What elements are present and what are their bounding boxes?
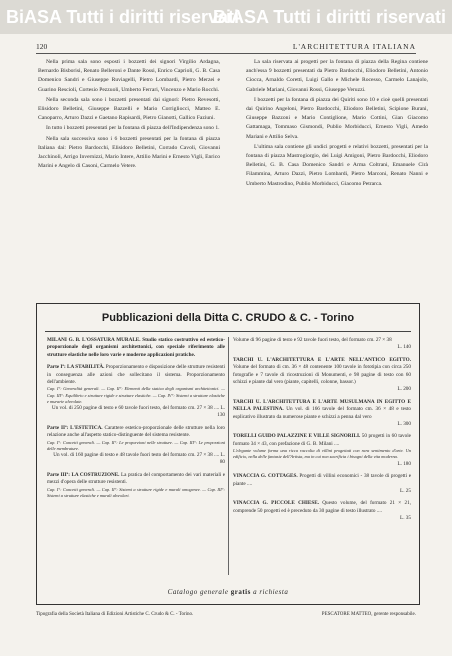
watermark-banner xyxy=(0,0,452,34)
advertisement-rule xyxy=(45,331,411,332)
watermark-right: BiASA Tutti i diritti riservati xyxy=(212,7,446,27)
publication-author: Parte IIIª: xyxy=(47,471,70,478)
advertisement-box xyxy=(36,303,420,605)
right-text-column xyxy=(246,58,428,294)
publication-author: Parte Iª: xyxy=(47,364,66,371)
publication-heading: L'ARCHITETTURA E L'ARTE NELL'ANTICO EGITTO. xyxy=(266,356,411,363)
publication-entry xyxy=(47,425,225,467)
catalog-note xyxy=(37,588,419,596)
publication-contents: Cap. I°: Concetti generali. — Cap. II°: Sistemi a strutture rigide e murali omogenee. — Cap. III°: Sistemi a strutture elastiche e murali alveolari. xyxy=(47,486,225,498)
publication-heading: PALAZZINE E VILLE SIGNORILI. xyxy=(277,433,361,440)
journal-title: L'ARCHITETTURA ITALIANA xyxy=(292,42,416,51)
publication-description: Progetti di villini economici - 38 tavole di progetti e piante .... xyxy=(233,473,411,487)
publication-price: L. 200 xyxy=(397,386,411,393)
paragraph: Nella prima sala sono esposti i bozzetti dei signori Virgilio Ardagna, Bernardo Bisborisi, Renato Belleroni e Dante Rossi, Enrico Caprioli, G. B. Casa Domenico Sandri e Giuseppe Ruviagelli, Pietro Lombardi, Pietro Merzei e Guarino Rescioli, Cortesio Pezzuoli, Umberto Ferrari, Vincenzo e Mario Rocchi. xyxy=(38,59,220,93)
paragraph: In tutto i bozzetti presentati per la fontana di piazza dell'Indipendenza sono 1. xyxy=(46,125,220,132)
publication-heading: LA COSTRUZIONE. xyxy=(71,471,120,478)
publication-heading: PICCOLE CHIESE. xyxy=(271,500,319,507)
publication-author: Parte IIª: xyxy=(47,424,69,431)
publication-author: TORELLI GUIDO xyxy=(233,433,276,440)
publication-author: MILANI G. B. xyxy=(47,337,81,343)
publication-price: L. 140 xyxy=(397,344,411,351)
publication-price: L. 180 xyxy=(397,460,411,467)
publication-entry xyxy=(47,472,225,499)
publication-price: L. 35 xyxy=(400,515,411,522)
printer-credit: Tipografia della Società Italiana di Edizioni Artistiche C. Crudo & C. - Torino. xyxy=(36,612,194,617)
publication-description: Questo volume, del formato 21 × 21, comprende 50 progetti ed è preceduto da 30 pagine di testo illustrato .... xyxy=(233,500,411,514)
publication-entry xyxy=(233,500,411,522)
publication-price: Un vol. di 160 pagine di testo e 48 tavole fuori testo del formato cm. 27 × 38 .... L. 80 xyxy=(53,452,225,466)
publication-entry xyxy=(233,357,411,394)
publication-price: L. 25 xyxy=(400,487,411,494)
publication-heading: L'OSSATURA MURALE. Studio statico costruttivo ed estetico-proporzionale degli organismi architettonici, con speciale riferimento alle strutture elastiche nelle loro varie e moderne applicazioni pratiche. xyxy=(47,337,225,358)
publication-author: VINACCIA G. xyxy=(233,473,267,480)
manager-credit: PESCATORE MATTEO, gerente responsabile. xyxy=(321,612,416,617)
paragraph: Nella seconda sala sono i bozzetti presentati dai signori: Pietro Revesotti, Elisidoro Belletini, Giuseppe Bazzelli e Mario Corrigliocci, Matteo E. Canoparro, Arturo Dazzi e Gaetano Rapisardi, Pietro Gianotti, Gallico Faziuni. xyxy=(38,96,220,122)
publication-entry xyxy=(47,337,225,359)
header-rule xyxy=(36,53,416,54)
left-text-column xyxy=(38,58,220,280)
page-number: 120 xyxy=(36,42,48,51)
publication-description: Volume di 96 pagine di testo e 92 tavole fuori testo, del formato cm. 27 × 38 xyxy=(233,337,392,343)
page-footer xyxy=(36,612,416,624)
publication-contents: Cap. I°: Concetti generali. — Cap. II°: Le proporzioni nelle strutture. — Cap. III°: Le proporzioni delle membrature. xyxy=(47,439,225,451)
publication-heading: COTTAGES. xyxy=(267,473,298,480)
catalog-free: gratis xyxy=(230,588,251,596)
column-divider xyxy=(228,337,229,575)
publication-price: Un vol. di 250 pagine di testo e 60 tavole fuori testo, del formato cm. 27 × 38 .... L. 130 xyxy=(51,405,225,419)
advertisement-title: Pubblicazioni della Ditta C. CRUDO & C. - Torino xyxy=(101,312,355,324)
publication-contents: Cap. I°: Generalità generali. — Cap. II°: Elementi della statica degli organismi architettonici. — Cap. III°: Equilibrio e strutture rigide e strutture elastiche. — Cap. IV°: Sistemi a strutture elastiche e murarie alveolate. xyxy=(47,386,225,404)
publication-description: La pratica del comportamento dei vari materiali e mezzi d'opera delle strutture resistenti. xyxy=(47,471,225,486)
ad-left-column xyxy=(47,337,225,575)
paragraph: L'ultima sala contiene gli undici progetti e relativi bozzetti, presentati per la fontana di piazza Mastrogiorgio, dei Luigi Amigoni, Pietro Bardocchi, Eliodoro Belletini, G. B. Casa Domenico Sandri e Arma Coltrani, Emanuele Cirà Filammina, Arturo Dazzi, Pietro Lombardi, Pietro Marconi, Renato Nanni e Umberto Mastrodino, Publio Morbiducci, Giacomo Petrarca. xyxy=(246,143,428,187)
publication-entry xyxy=(47,364,225,420)
ad-right-column xyxy=(233,337,411,575)
publication-heading: L'ARCHITETTURA E L'ARTE MUSULMANA IN EGITTO E NELLA PALESTINA. xyxy=(233,398,411,413)
publication-description: Un vol. di 166 tavole del formato cm. 36 × 48 e testo esplicativo illustrato da numerose piante e schizzi a penna dal vero xyxy=(233,406,411,420)
paragraph: I bozzetti per la fontana di piazza dei Quiriti sono 10 e cioè quelli presentati dai Quirino Angeloni, Pietro Bardocchi, Eliodoro Belletini, Scipione Burani, Giuseppe Bazzoni e Mario Contiglione, Mario Cottini, Gian Giacomo Gattamaga, Tommaso Gismondi, Publio Morbiducci, Ernesto Vigli, Amedo Mariani e Attilio Selva. xyxy=(246,96,428,140)
publication-entry xyxy=(233,433,411,468)
publication-author: VINACCIA G. xyxy=(233,500,268,507)
publication-contents: L'elegante volume forma una ricca raccolta di villini progettati con rara sentimento d'arte. Un edificio, nella delle fantasie dell'Artista, ma in cui non sacrificia i bisogni della vita moderna. xyxy=(233,448,411,460)
paragraph: La sala riservata ai progetti per la fontana di piazza della Regina contiene anch'essa 9 bozzetti presentati da Pietro Bardocchi, Eliodoro Belletini, Antonio Ciocca, Arnaldo Coretti, Luigi Gallo e Michele Rocesso, Carmelo Lanajolo, Gabriele Mariani, Giovanni Rossi, Giuseppe Veruzzi. xyxy=(246,59,428,93)
publication-description: Proporzionamento e disposizione delle strutture resistenti in conseguenza alle azioni che sollecitano il sistema. Proporzionamento dell'ambiente. xyxy=(47,364,225,386)
catalog-request: a richiesta xyxy=(253,588,289,596)
publication-entry xyxy=(233,399,411,429)
paragraph: Nella sala successiva sono i 6 bozzetti presentati per la fontana di piazza Italiana dai: Pietro Bardocchi, Elisidoro Belletini, Corrado Cavoli, Giovanni Jacchinoli, Arrigo Invernizzi, Mario Intere, Attilio Marini e Ernesto Vigli, Enrico Marini e Angelo di Casoni, Carmelo Vetere. xyxy=(38,135,220,170)
watermark-left: BiASA Tutti i diritti riservati xyxy=(6,7,240,27)
publication-price: L. 300 xyxy=(397,421,411,428)
publication-heading: LA STABILITÀ. xyxy=(67,364,105,371)
catalog-text: Catalogo generale xyxy=(167,588,229,596)
publication-heading: L'ESTETICA. xyxy=(70,424,103,431)
publication-entry xyxy=(233,473,411,495)
publication-description: Carattere estetico-proporzionale delle strutture nella loro relazione anche all'aspetto statico-distinguente del sistema resistente. xyxy=(47,424,225,439)
publication-description: 50 progetti in 60 tavole formato 34 × 43, con prefazione di G. B. Milani .... xyxy=(233,433,411,447)
publication-description: Volume del formato di cm. 36 × 48 contenente 100 tavole in fototipia con circa 250 fotografie e 7 tavole di ricostruzioni di Monumenti, e 98 pagine di testo con 60 schizzi e piante dal vero (piante, capitelli, colonne, bassor.) xyxy=(233,364,411,386)
publication-entry xyxy=(233,337,411,352)
publication-author: TARCHI U. xyxy=(233,398,261,405)
publication-author: TARCHI U. xyxy=(233,356,263,363)
